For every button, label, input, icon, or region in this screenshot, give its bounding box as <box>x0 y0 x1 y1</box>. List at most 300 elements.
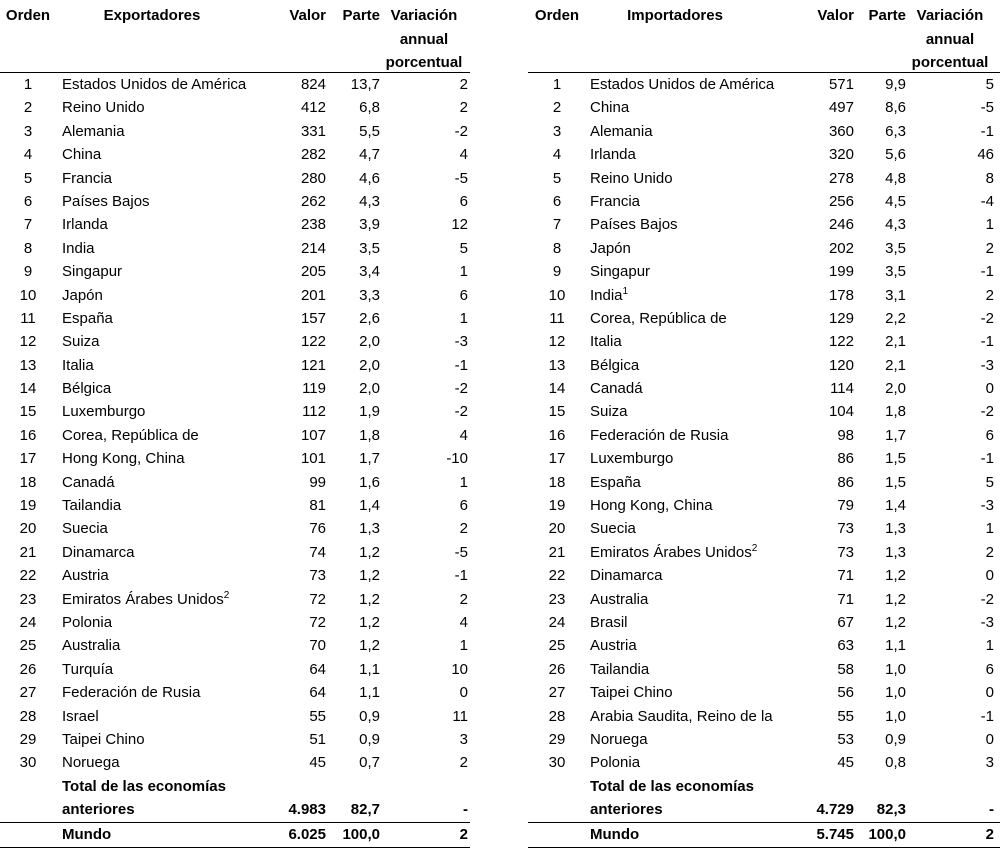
change-cell <box>906 681 994 704</box>
share-cell-text: 1,2 <box>359 613 380 631</box>
value-cell <box>798 354 854 377</box>
share-cell <box>854 424 906 447</box>
change-cell <box>380 400 468 423</box>
rank-cell <box>528 73 586 96</box>
value-cell-text: 320 <box>828 146 854 164</box>
country-cell-text: Estados Unidos de América <box>62 76 247 93</box>
change-cell <box>906 73 994 96</box>
country-cell <box>590 588 810 611</box>
table-row <box>528 307 1000 330</box>
value-cell <box>798 120 854 143</box>
country-cell-text: Austria <box>590 637 637 655</box>
share-cell-text: 1,8 <box>359 426 380 444</box>
value-cell <box>270 705 326 728</box>
rank-cell-text: 1 <box>552 76 562 93</box>
change-cell <box>906 307 994 330</box>
change-cell <box>380 330 468 353</box>
table-row <box>528 751 1000 774</box>
share-cell <box>326 447 380 470</box>
header-change <box>906 4 994 75</box>
rank-cell <box>0 120 56 143</box>
share-cell <box>854 611 906 634</box>
header-importers: Importadores <box>627 7 723 24</box>
table-row <box>528 143 1000 166</box>
value-cell-text: 278 <box>828 169 854 187</box>
country-cell <box>590 284 810 307</box>
share-cell <box>854 284 906 307</box>
rank-cell <box>528 564 586 587</box>
table-row <box>528 120 1000 143</box>
country-cell-text: Arabia Saudita, Reino de la <box>590 707 773 725</box>
share-cell-text: 13,7 <box>350 76 380 93</box>
table-row <box>0 120 470 143</box>
country-cell <box>62 541 282 564</box>
share-cell-text: 4,7 <box>359 146 380 164</box>
share-cell <box>326 681 380 704</box>
country-cell-text: India <box>62 239 95 257</box>
share-cell <box>326 307 380 330</box>
value-cell <box>270 471 326 494</box>
rank-cell <box>0 705 56 728</box>
rank-cell-text: 15 <box>19 403 37 421</box>
change-cell <box>906 705 994 728</box>
share-cell-text: 1,4 <box>885 497 906 515</box>
change-cell <box>906 728 994 751</box>
change-cell <box>906 377 994 400</box>
share-cell <box>326 237 380 260</box>
share-cell-text: 4,8 <box>885 169 906 187</box>
country-cell <box>62 213 282 236</box>
change-cell <box>380 751 468 774</box>
value-cell-text: 79 <box>837 497 854 515</box>
table-row <box>528 471 1000 494</box>
change-cell <box>906 564 994 587</box>
change-cell-text: -1 <box>980 450 994 468</box>
share-cell-text: 1,0 <box>885 660 906 678</box>
value-cell <box>270 751 326 774</box>
share-cell-text: 2,0 <box>359 333 380 351</box>
rank-cell <box>0 354 56 377</box>
value-cell-text: 246 <box>828 216 854 234</box>
world-label: Mundo <box>590 825 640 843</box>
value-cell-text: 571 <box>828 76 854 93</box>
country-cell-text: China <box>590 99 630 117</box>
change-cell <box>380 120 468 143</box>
table-row <box>0 284 470 307</box>
table-header <box>0 0 470 73</box>
rank-cell <box>0 307 56 330</box>
rank-cell-text: 29 <box>19 730 37 748</box>
value-cell-text: 119 <box>302 380 326 398</box>
share-cell <box>854 190 906 213</box>
change-cell-text: -3 <box>980 613 994 631</box>
value-cell <box>270 330 326 353</box>
importers-table <box>528 0 1000 848</box>
value-cell-text: 74 <box>309 543 326 561</box>
value-cell <box>798 400 854 423</box>
table-row <box>0 190 470 213</box>
rank-cell <box>528 377 586 400</box>
table-row <box>0 517 470 540</box>
country-cell <box>62 237 282 260</box>
share-cell <box>326 73 380 96</box>
value-cell-text: 99 <box>309 473 326 491</box>
table-row <box>528 564 1000 587</box>
rank-cell-text: 5 <box>23 169 33 187</box>
header-value: Valor <box>289 7 326 24</box>
country-cell <box>62 588 282 611</box>
share-cell-text: 1,7 <box>359 450 380 468</box>
table-row <box>0 705 470 728</box>
rank-cell-text: 2 <box>23 99 33 117</box>
country-cell-text: Dinamarca <box>590 567 663 585</box>
share-cell <box>326 494 380 517</box>
rank-cell-text: 8 <box>23 239 33 257</box>
rank-cell <box>0 377 56 400</box>
value-cell-text: 497 <box>828 99 854 117</box>
value-cell <box>798 237 854 260</box>
change-cell <box>906 190 994 213</box>
rank-cell-text: 24 <box>548 613 566 631</box>
change-cell-text: -2 <box>454 403 468 421</box>
country-cell <box>62 260 282 283</box>
rank-cell-text: 21 <box>548 543 566 561</box>
change-cell <box>380 564 468 587</box>
share-cell-text: 3,5 <box>885 239 906 257</box>
change-cell-text: 4 <box>459 146 468 164</box>
rank-cell-text: 6 <box>23 192 33 210</box>
country-cell-text: Corea, República de <box>62 426 199 444</box>
table-row <box>0 588 470 611</box>
rank-cell-text: 27 <box>548 684 566 702</box>
rank-cell <box>528 284 586 307</box>
value-cell-text: 214 <box>300 239 326 257</box>
value-cell <box>798 634 854 657</box>
rank-cell-text: 13 <box>19 356 37 374</box>
value-cell-text: 56 <box>837 684 854 702</box>
share-cell <box>854 377 906 400</box>
share-cell-text: 0,9 <box>885 730 906 748</box>
value-cell-text: 121 <box>300 356 326 374</box>
value-cell <box>798 143 854 166</box>
country-cell-text: Polonia <box>62 613 113 631</box>
change-cell-text: 2 <box>985 543 994 561</box>
rank-cell <box>0 73 56 96</box>
share-cell <box>326 517 380 540</box>
country-cell <box>590 447 810 470</box>
table-row <box>528 611 1000 634</box>
rank-cell-text: 9 <box>552 263 562 281</box>
world-share: 100,0 <box>868 825 906 843</box>
change-cell <box>906 541 994 564</box>
table-row <box>0 237 470 260</box>
rank-cell <box>528 260 586 283</box>
rank-cell <box>528 330 586 353</box>
change-cell <box>380 354 468 377</box>
rank-cell-text: 23 <box>19 590 37 608</box>
share-cell <box>326 728 380 751</box>
value-cell <box>270 354 326 377</box>
change-cell <box>906 354 994 377</box>
country-cell-text: Países Bajos <box>62 192 150 210</box>
rank-cell-text: 4 <box>552 146 562 164</box>
value-cell-text: 412 <box>300 99 326 117</box>
rank-cell-text: 1 <box>23 76 33 93</box>
rank-cell <box>528 237 586 260</box>
country-cell <box>62 330 282 353</box>
country-cell-text: Singapur <box>590 263 651 281</box>
change-cell-text: 1 <box>985 637 994 655</box>
value-cell <box>270 588 326 611</box>
change-cell-text: 0 <box>985 684 994 702</box>
change-cell-text: -3 <box>454 333 468 351</box>
share-cell <box>326 400 380 423</box>
country-cell <box>590 681 810 704</box>
country-cell-text: Francia <box>590 192 641 210</box>
world-change: 2 <box>459 825 468 843</box>
share-cell <box>854 143 906 166</box>
change-cell <box>380 634 468 657</box>
share-cell <box>854 517 906 540</box>
table-row <box>528 377 1000 400</box>
rank-cell-text: 24 <box>19 613 37 631</box>
value-cell <box>798 517 854 540</box>
value-cell <box>798 564 854 587</box>
country-cell <box>590 120 810 143</box>
exporters-table <box>0 0 470 848</box>
change-cell <box>380 658 468 681</box>
value-cell-text: 72 <box>309 590 326 608</box>
change-cell-text: 4 <box>459 613 468 631</box>
share-cell <box>326 96 380 119</box>
change-cell-text: -1 <box>980 122 994 140</box>
change-cell-text: 1 <box>459 309 468 327</box>
country-cell-text: Emiratos Árabes Unidos <box>590 543 752 561</box>
table-row <box>528 73 1000 96</box>
country-cell <box>590 400 810 423</box>
value-cell <box>270 424 326 447</box>
rank-cell-text: 25 <box>19 637 37 655</box>
country-cell <box>590 190 810 213</box>
country-cell <box>590 728 810 751</box>
table-row <box>528 260 1000 283</box>
country-cell-text: Israel <box>62 707 99 725</box>
change-cell-text: 1 <box>459 637 468 655</box>
world-share: 100,0 <box>342 825 380 843</box>
change-cell <box>906 284 994 307</box>
share-cell <box>854 260 906 283</box>
change-cell <box>380 541 468 564</box>
country-cell <box>62 120 282 143</box>
table-row <box>0 564 470 587</box>
rank-cell <box>0 564 56 587</box>
change-cell-text: -3 <box>980 356 994 374</box>
share-cell <box>854 588 906 611</box>
value-cell-text: 53 <box>837 730 854 748</box>
change-cell-text: -1 <box>454 567 468 585</box>
rank-cell <box>0 330 56 353</box>
change-cell <box>380 377 468 400</box>
rank-cell-text: 22 <box>19 567 37 585</box>
share-cell-text: 2,0 <box>359 356 380 374</box>
rank-cell-text: 15 <box>548 403 566 421</box>
share-cell-text: 4,3 <box>885 216 906 234</box>
value-cell-text: 282 <box>300 146 326 164</box>
country-cell-text: Francia <box>62 169 113 187</box>
table-row <box>528 213 1000 236</box>
rank-cell <box>0 424 56 447</box>
country-cell-text: Austria <box>62 567 109 585</box>
share-cell <box>854 213 906 236</box>
total-label-line2: anteriores <box>590 801 663 819</box>
change-cell <box>906 330 994 353</box>
value-cell <box>270 634 326 657</box>
share-cell <box>854 564 906 587</box>
country-cell <box>590 658 810 681</box>
change-cell-text: 0 <box>459 684 468 702</box>
country-cell-text: Taipei Chino <box>62 730 145 748</box>
header-share: Parte <box>868 7 906 24</box>
change-cell <box>380 260 468 283</box>
change-cell-text: -10 <box>446 450 468 468</box>
share-cell <box>854 400 906 423</box>
value-cell-text: 205 <box>300 263 326 281</box>
value-cell-text: 101 <box>300 450 326 468</box>
header-rank: Orden <box>534 7 580 24</box>
change-cell-text: 46 <box>977 146 994 164</box>
country-cell-text: Suiza <box>62 333 100 351</box>
rank-cell <box>0 400 56 423</box>
change-cell-text: -2 <box>980 309 994 327</box>
table-body <box>0 73 470 775</box>
total-value: 4.983 <box>288 801 326 819</box>
rank-cell-text: 11 <box>549 309 565 327</box>
share-cell-text: 1,1 <box>359 684 380 702</box>
header-change-line3: porcentual <box>911 54 989 71</box>
share-cell-text: 9,9 <box>885 76 906 93</box>
rank-cell-text: 4 <box>23 146 33 164</box>
table-row <box>0 143 470 166</box>
country-cell <box>590 213 810 236</box>
share-cell-text: 1,3 <box>885 520 906 538</box>
share-cell-text: 0,8 <box>885 754 906 772</box>
country-cell <box>590 377 810 400</box>
share-cell <box>326 658 380 681</box>
change-cell <box>906 751 994 774</box>
share-cell <box>854 73 906 96</box>
country-cell-text: Australia <box>590 590 649 608</box>
world-row <box>528 822 1000 848</box>
change-cell-text: 1 <box>459 473 468 491</box>
share-cell <box>326 260 380 283</box>
rank-cell-text: 26 <box>19 660 37 678</box>
share-cell-text: 5,6 <box>885 146 906 164</box>
country-cell-text: Bélgica <box>590 356 640 374</box>
change-cell <box>380 167 468 190</box>
total-row <box>0 775 470 822</box>
table-row <box>0 751 470 774</box>
country-cell-text: Suiza <box>590 403 628 421</box>
change-cell <box>906 424 994 447</box>
rank-cell <box>0 494 56 517</box>
country-cell <box>62 517 282 540</box>
change-cell-text: -2 <box>454 380 468 398</box>
value-cell-text: 86 <box>837 450 854 468</box>
value-cell-text: 199 <box>828 263 854 281</box>
table-row <box>528 237 1000 260</box>
value-cell <box>270 611 326 634</box>
change-cell-text: 6 <box>459 192 468 210</box>
value-cell-text: 120 <box>828 356 854 374</box>
table-row <box>0 213 470 236</box>
change-cell-text: 5 <box>985 473 994 491</box>
rank-cell <box>0 213 56 236</box>
value-cell <box>270 284 326 307</box>
share-cell <box>326 330 380 353</box>
country-cell <box>62 658 282 681</box>
value-cell <box>798 73 854 96</box>
country-cell-text: Noruega <box>590 730 648 748</box>
country-cell <box>62 190 282 213</box>
share-cell-text: 2,2 <box>885 309 906 327</box>
value-cell <box>270 307 326 330</box>
header-change-line2: annual <box>399 30 449 48</box>
share-cell-text: 1,5 <box>885 473 906 491</box>
change-cell-text: 0 <box>985 567 994 585</box>
value-cell <box>270 564 326 587</box>
value-cell <box>270 377 326 400</box>
value-cell <box>798 681 854 704</box>
rank-cell <box>528 681 586 704</box>
country-cell <box>62 705 282 728</box>
country-cell <box>62 611 282 634</box>
share-cell-text: 0,9 <box>359 730 380 748</box>
change-cell <box>906 120 994 143</box>
table-row <box>0 447 470 470</box>
share-cell <box>854 705 906 728</box>
change-cell <box>380 73 468 96</box>
change-cell-text: 3 <box>985 754 994 772</box>
header-exporters: Exportadores <box>103 7 201 24</box>
total-label-line2: anteriores <box>62 801 135 819</box>
country-cell-text: Luxemburgo <box>62 403 146 421</box>
change-cell-text: 2 <box>459 754 468 772</box>
value-cell <box>270 213 326 236</box>
table-row <box>528 354 1000 377</box>
value-cell-text: 262 <box>300 192 326 210</box>
change-cell-text: 6 <box>459 497 468 515</box>
rank-cell <box>528 143 586 166</box>
rank-cell <box>528 751 586 774</box>
rank-cell-text: 16 <box>19 426 37 444</box>
table-row <box>528 658 1000 681</box>
country-cell-text: Brasil <box>590 613 628 631</box>
country-cell-text: Corea, República de <box>590 309 727 327</box>
rank-cell <box>528 447 586 470</box>
rank-cell <box>528 611 586 634</box>
country-cell-text: Singapur <box>62 263 123 281</box>
rank-cell <box>0 728 56 751</box>
share-cell-text: 1,0 <box>885 684 906 702</box>
share-cell <box>326 377 380 400</box>
rank-cell-text: 3 <box>23 122 33 140</box>
country-cell-text: Emiratos Árabes Unidos <box>62 590 224 608</box>
total-share: 82,3 <box>876 801 906 819</box>
table-row <box>0 96 470 119</box>
country-cell <box>590 330 810 353</box>
rank-cell <box>528 213 586 236</box>
change-cell-text: 6 <box>459 286 468 304</box>
